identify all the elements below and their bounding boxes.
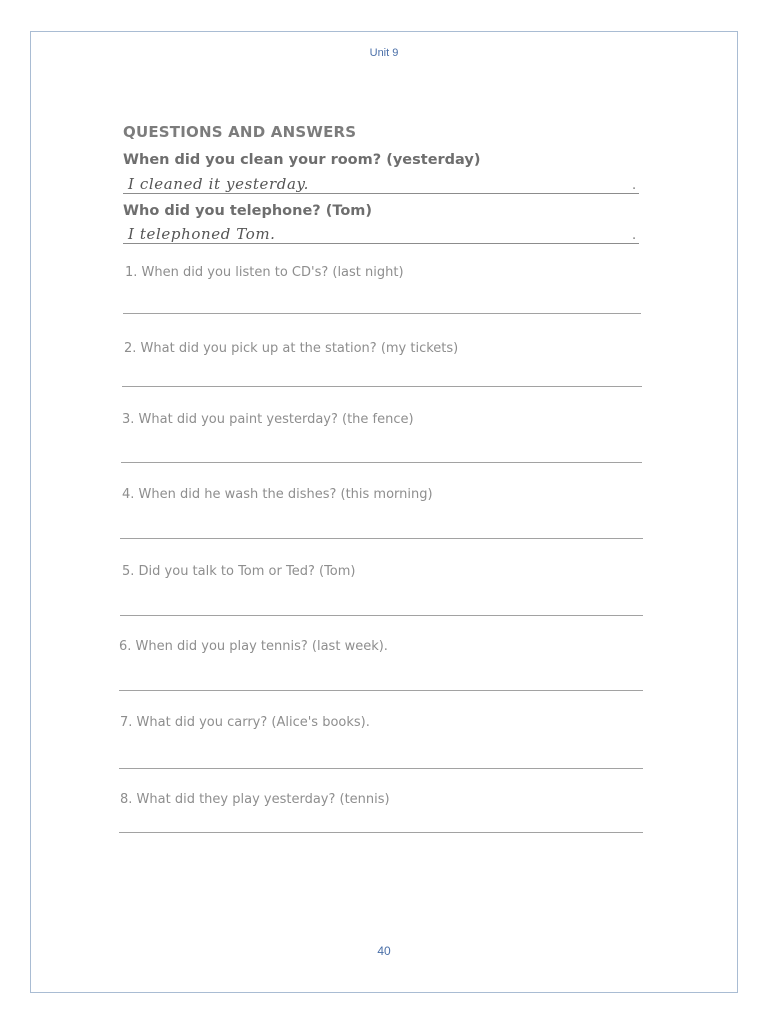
unit-header: Unit 9 xyxy=(369,47,399,59)
exercise-question-5: 5. Did you talk to Tom or Ted? (Tom) xyxy=(122,564,356,579)
exercise-question-1: 1. When did you listen to CD's? (last night) xyxy=(125,265,404,280)
exercise-question-4: 4. When did he wash the dishes? (this morning) xyxy=(122,487,433,502)
example-answer-line-1 xyxy=(123,193,639,194)
exercise-answer-line-3[interactable] xyxy=(121,462,642,463)
exercise-question-3: 3. What did you paint yesterday? (the fence) xyxy=(122,412,414,427)
example-answer-line-2 xyxy=(123,243,639,244)
exercise-answer-line-8[interactable] xyxy=(119,832,643,833)
exercise-answer-line-5[interactable] xyxy=(120,615,643,616)
page-number: 40 xyxy=(377,944,391,958)
exercise-question-2: 2. What did you pick up at the station? (my tickets) xyxy=(124,341,459,356)
exercise-answer-line-2[interactable] xyxy=(122,386,642,387)
example-answer-1: I cleaned it yesterday. xyxy=(128,175,309,193)
exercise-question-7: 7. What did you carry? (Alice's books). xyxy=(120,715,370,730)
example-end-mark-2: . xyxy=(632,228,637,243)
example-end-mark-1: . xyxy=(632,178,637,193)
example-question-2: Who did you telephone? (Tom) xyxy=(123,203,373,219)
exercise-question-6: 6. When did you play tennis? (last week). xyxy=(119,639,388,654)
exercise-answer-line-7[interactable] xyxy=(119,768,643,769)
example-answer-2: I telephoned Tom. xyxy=(128,225,276,243)
exercise-question-8: 8. What did they play yesterday? (tennis) xyxy=(120,792,390,807)
example-question-1: When did you clean your room? (yesterday) xyxy=(123,152,481,168)
exercise-answer-line-1[interactable] xyxy=(123,313,641,314)
exercise-answer-line-6[interactable] xyxy=(119,690,643,691)
exercise-answer-line-4[interactable] xyxy=(120,538,643,539)
section-title: QUESTIONS AND ANSWERS xyxy=(123,123,357,141)
